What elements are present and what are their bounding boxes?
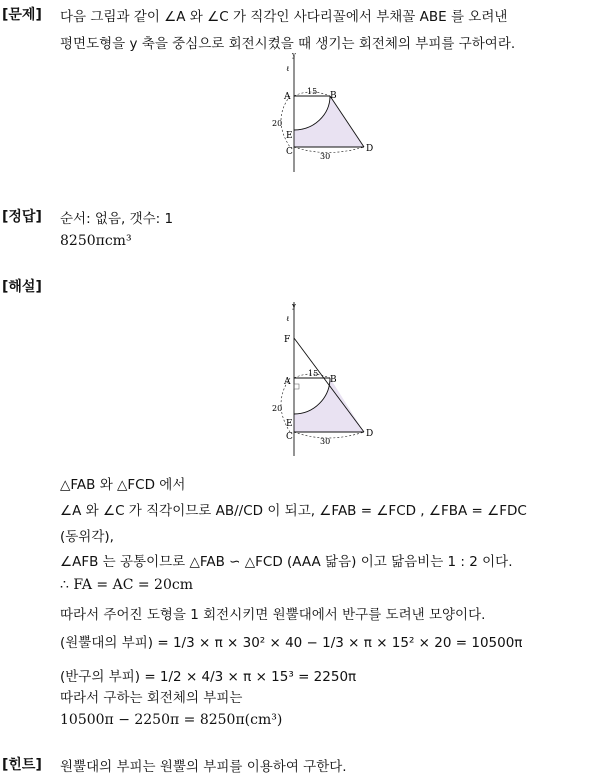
figure-extended-triangle: [262, 298, 382, 458]
explanation-line-8: (반구의 부피) = 1/2 × 4/3 × π × 15³ = 2250π: [60, 669, 357, 685]
explanation-line-4: ∠AFB 는 공통이므로 △FAB ∽ △FCD (AAA 닮음) 이고 닮음비는 1 : 2 이다.: [60, 554, 513, 570]
label2-D: D: [366, 429, 374, 439]
label-B: B: [330, 91, 337, 101]
explanation-line-6: 따라서 주어진 도형을 1 회전시키면 원뿔대에서 반구를 도려낸 모양이다.: [60, 607, 486, 623]
label-A: A: [284, 92, 291, 102]
label2-C: C: [286, 432, 293, 442]
answer-line-1: 순서: 없음, 갯수: 1: [60, 211, 174, 227]
len2-bottom: 30: [320, 437, 331, 446]
len-left: 20: [272, 119, 283, 128]
explanation-line-10: 10500π − 2250π = 8250π(cm³): [60, 712, 283, 728]
axis-sub-label: ℓ: [286, 65, 290, 73]
len-bottom: 30: [320, 152, 331, 161]
explanation-line-7: (원뿔대의 부피) = 1/3 × π × 30² × 40 − 1/3 × π × 15² × 20 = 10500π: [60, 635, 523, 651]
label2-A: A: [284, 377, 291, 387]
len2-left: 20: [272, 404, 283, 413]
answer-line-2: 8250πcm³: [60, 233, 132, 249]
label-C: C: [286, 147, 293, 157]
label2-E: E: [286, 419, 293, 429]
explanation-line-1: △FAB 와 △FCD 에서: [60, 477, 186, 493]
hint-tag: [힌트]: [2, 757, 42, 773]
explanation-line-2: ∠A 와 ∠C 가 직각이므로 AB//CD 이 되고, ∠FAB = ∠FCD , ∠FBA = ∠FDC: [60, 503, 527, 519]
axis-sub-label-2: ℓ: [286, 315, 290, 323]
figure-trapezoid: [262, 50, 382, 175]
label-D: D: [366, 144, 374, 154]
answer-tag: [정답]: [2, 209, 42, 225]
explanation-line-9: 따라서 구하는 회전체의 부피는: [60, 690, 243, 706]
hint-line-1: 원뿔대의 부피는 원뿔의 부피를 이용하여 구한다.: [60, 759, 347, 775]
len2-top: 15: [308, 369, 319, 378]
problem-line-1: 다음 그림과 같이 ∠A 와 ∠C 가 직각인 사다리꼴에서 부채꼴 ABE 를 오려낸: [60, 9, 508, 25]
len-top: 15: [307, 87, 318, 96]
problem-line-2: 평면도형을 y 축을 중심으로 회전시켰을 때 생기는 회전체의 부피를 구하여라.: [60, 36, 516, 52]
label2-B: B: [330, 375, 337, 385]
explanation-line-3: (동위각),: [60, 529, 114, 545]
explanation-line-5: ∴ FA = AC = 20cm: [60, 577, 193, 593]
problem-tag: [문제]: [2, 7, 42, 23]
y-axis-label-2: y: [292, 302, 296, 310]
y-axis-label: y: [292, 51, 296, 59]
label2-F: F: [284, 335, 291, 345]
label-E: E: [286, 131, 293, 141]
explanation-tag: [해설]: [2, 279, 42, 295]
